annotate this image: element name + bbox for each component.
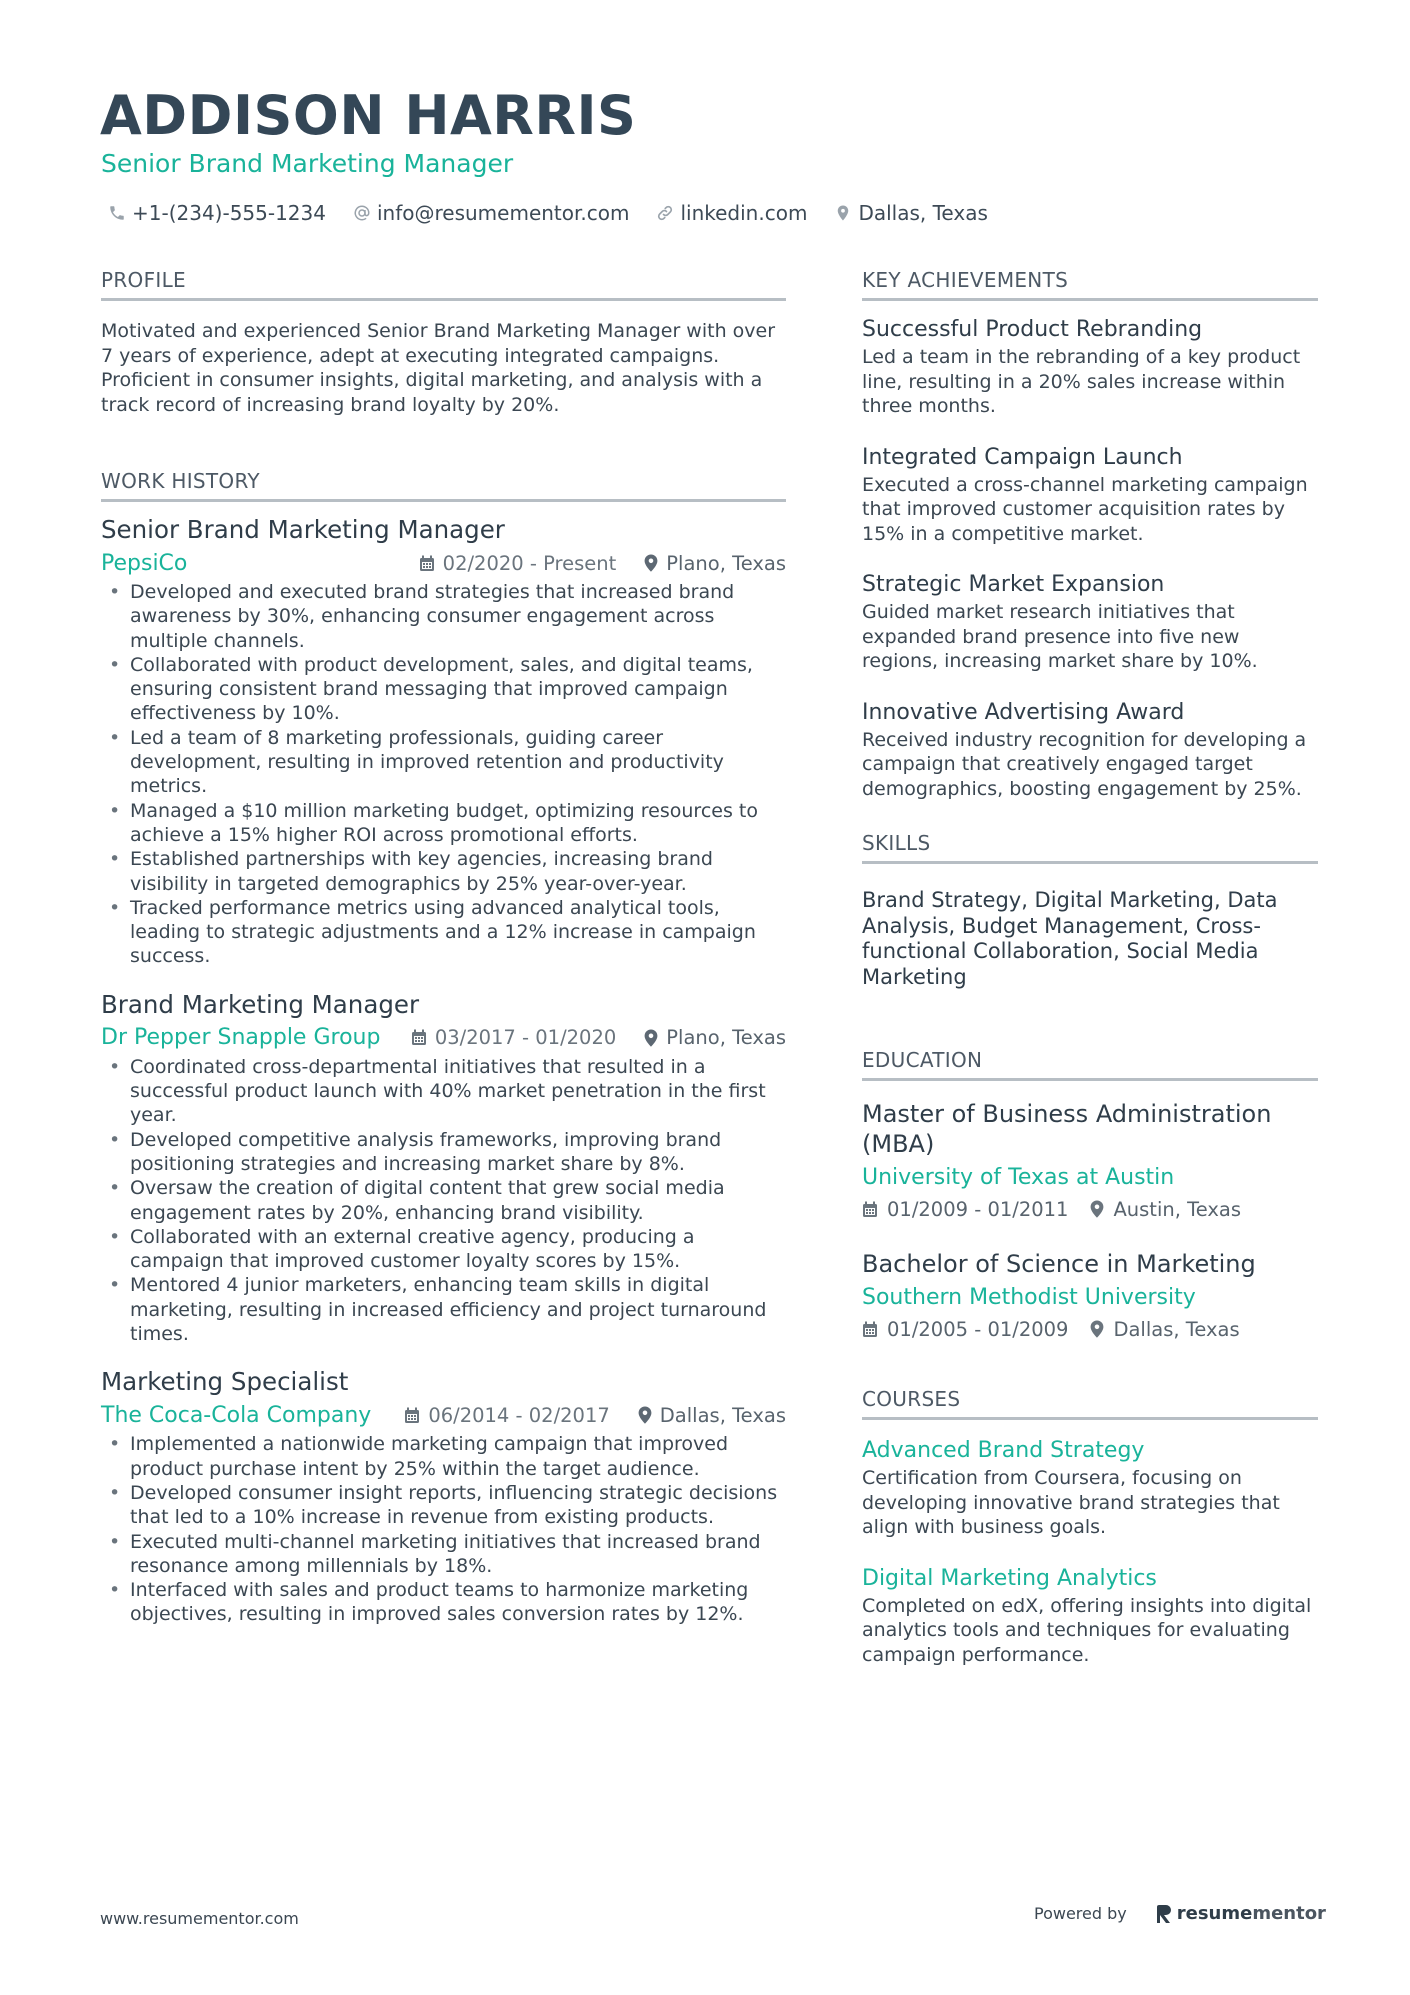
achievements-section [862, 268, 1318, 801]
company-name: The Coca-Cola Company [101, 1402, 372, 1428]
education-item [862, 1249, 1318, 1345]
achievement-title: Integrated Campaign Launch [862, 444, 1183, 470]
left-column [101, 268, 786, 1643]
job-title: Brand Marketing Manager [101, 989, 420, 1019]
list-item: • Developed competitive analysis frameworks, improving brand positioning strategies and increasing market share by 8%. [109, 1128, 722, 1175]
list-item: • Implemented a nationwide marketing campaign that improved product purchase intent by 25% within the target audience. [109, 1433, 729, 1480]
logo-mark-icon [1157, 1904, 1173, 1924]
skills-heading: SKILLS [862, 831, 1318, 864]
list-item: • Managed a $10 million marketing budget, optimizing resources to achieve a 15% higher ROI across promotional efforts. [109, 799, 758, 846]
education-dates: 01/2009 - 01/2011 [887, 1197, 1069, 1221]
location-pin-icon [638, 1406, 652, 1424]
profile-heading: PROFILE [101, 268, 786, 301]
calendar-icon [404, 1407, 420, 1424]
list-item: • Collaborated with an external creative agency, producing a campaign that improved customer loyalty scores by 15%. [109, 1225, 695, 1273]
achievements-heading: KEY ACHIEVEMENTS [862, 268, 1318, 301]
email-text[interactable]: info@resumementor.com [376, 201, 630, 225]
job-dates: 03/2017 - 01/2020 [434, 1026, 617, 1050]
calendar-icon [419, 555, 435, 572]
achievement-item [862, 315, 1318, 419]
achievement-text: Executed a cross-channel marketing campaign that improved customer acquisition rates by 15% in a competitive market. [862, 473, 1308, 545]
degree-title: Master of Business Administration (MBA) [862, 1100, 1272, 1158]
job-location: Plano, Texas [666, 551, 786, 575]
job-meta-row [101, 1021, 786, 1055]
job-bullets [101, 580, 786, 969]
profile-section [101, 268, 786, 417]
job-title: Senior Brand Marketing Manager [101, 515, 505, 544]
education-meta [862, 1193, 1318, 1225]
achievement-title: Successful Product Rebranding [862, 317, 1203, 342]
school-name: University of Texas at Austin [862, 1165, 1175, 1190]
school-name: Southern Methodist University [862, 1285, 1196, 1310]
job-location: Plano, Texas [666, 1026, 786, 1050]
location-pin-icon [834, 204, 852, 222]
candidate-name: ADDISON HARRIS [100, 84, 637, 147]
job-bullets [101, 1432, 786, 1626]
list-item: • Interfaced with sales and product teams to harmonize marketing objectives, resulting in improved sales conversion rates by 12%. [109, 1579, 749, 1626]
achievement-text: Received industry recognition for developing a campaign that creatively engaged target demographics, boosting engagement by 25%. [862, 728, 1307, 800]
link-icon [656, 204, 674, 222]
job-meta [419, 552, 786, 575]
contact-phone [108, 201, 326, 225]
location-text: Dallas, Texas [858, 201, 988, 225]
phone-icon [108, 204, 126, 222]
profile-text: Motivated and experienced Senior Brand Marketing Manager with over 7 years of experience, adept at executing integrated campaigns. Proficient in consumer insights, digital marketing, and analysis with a track record of increasing brand loyalty by 20%. [101, 320, 776, 416]
achievement-text: Led a team in the rebranding of a key product line, resulting in a 20% sales increase within three months. [862, 346, 1301, 417]
achievement-item [862, 698, 1318, 802]
skills-list: Brand Strategy, Digital Marketing, Data Analysis, Budget Management, Cross-functional Collaboration, Social Media Marketing [862, 888, 1278, 989]
contact-bar [108, 199, 1015, 227]
job-bullets [101, 1055, 786, 1347]
logo-text-part2: mentor [1252, 1903, 1326, 1924]
list-item: • Led a team of 8 marketing professionals, guiding career development, resulting in improved retention and productivity metrics. [109, 726, 724, 798]
achievement-item [862, 570, 1318, 674]
job-location: Dallas, Texas [659, 1403, 786, 1427]
education-heading: EDUCATION [862, 1048, 1318, 1081]
calendar-icon [862, 1201, 878, 1218]
job-title: Marketing Specialist [101, 1367, 349, 1397]
location-pin-icon [644, 554, 658, 572]
achievement-item [862, 443, 1318, 547]
job-meta-row [101, 546, 786, 580]
education-location: Dallas, Texas [1113, 1317, 1240, 1341]
company-name: Dr Pepper Snapple Group [101, 1025, 381, 1051]
course-text: Completed on edX, offering insights into digital analytics tools and techniques for evaluating campaign performance. [862, 1594, 1312, 1666]
company-name: PepsiCo [101, 550, 188, 576]
job-meta [404, 1404, 786, 1427]
contact-location [834, 201, 987, 225]
candidate-title: Senior Brand Marketing Manager [101, 149, 514, 178]
location-pin-icon [1090, 1320, 1104, 1338]
list-item: • Established partnerships with key agencies, increasing brand visibility in targeted demographics by 25% year-over-year. [109, 848, 713, 895]
job-entry [101, 989, 786, 1347]
job-meta [411, 1026, 786, 1049]
skills-section [862, 831, 1318, 990]
course-item [862, 1564, 1318, 1668]
list-item: • Executed multi-channel marketing initiatives that increased brand resonance among millennials by 18%. [109, 1530, 761, 1577]
work-history-section [101, 469, 786, 1627]
job-meta-row [101, 1398, 786, 1432]
job-dates: 06/2014 - 02/2017 [428, 1403, 610, 1427]
job-entry [101, 1366, 786, 1626]
education-location: Austin, Texas [1113, 1197, 1242, 1221]
job-dates: 02/2020 - Present [442, 551, 617, 575]
job-entry [101, 514, 786, 969]
education-dates: 01/2005 - 01/2009 [887, 1317, 1069, 1341]
contact-email [353, 201, 629, 225]
degree-title: Bachelor of Science in Marketing [862, 1250, 1256, 1278]
course-title: Advanced Brand Strategy [862, 1438, 1145, 1463]
education-meta [862, 1313, 1318, 1345]
location-pin-icon [644, 1029, 658, 1047]
work-history-heading: WORK HISTORY [101, 469, 786, 502]
right-column [862, 268, 1318, 1667]
courses-heading: COURSES [862, 1387, 1318, 1420]
education-section [862, 1048, 1318, 1345]
courses-section [862, 1387, 1318, 1667]
list-item: • Collaborated with product development, sales, and digital teams, ensuring consistent brand messaging that improved campaign effectiveness by 10%. [109, 653, 753, 725]
achievement-title: Innovative Advertising Award [862, 699, 1185, 725]
footer-website[interactable]: www.resumementor.com [100, 1909, 299, 1928]
resumementor-logo[interactable] [1157, 1903, 1326, 1924]
logo-text-part1: resume [1176, 1903, 1253, 1924]
list-item: • Oversaw the creation of digital content that grew social media engagement rates by 20%, enhancing brand visibility. [109, 1177, 725, 1224]
powered-by-label: Powered by [1034, 1904, 1127, 1923]
course-text: Certification from Coursera, focusing on developing innovative brand strategies that align with business goals. [862, 1467, 1280, 1538]
location-pin-icon [1090, 1200, 1104, 1218]
list-item: • Developed consumer insight reports, influencing strategic decisions that led to a 10% increase in revenue from existing products. [109, 1481, 778, 1529]
phone-text[interactable]: +1-(234)-555-1234 [132, 201, 326, 225]
footer-branding [1034, 1903, 1326, 1924]
education-item [862, 1099, 1318, 1225]
list-item: • Tracked performance metrics using advanced analytical tools, leading to strategic adjustments and a 12% increase in campaign success. [109, 896, 756, 968]
achievement-text: Guided market research initiatives that expanded brand presence into five new regions, increasing market share by 10%. [862, 601, 1258, 672]
achievement-title: Strategic Market Expansion [862, 572, 1165, 597]
list-item: • Mentored 4 junior marketers, enhancing team skills in digital marketing, resulting in increased efficiency and project turnaround times. [109, 1274, 767, 1346]
contact-linkedin [656, 201, 807, 225]
calendar-icon [862, 1321, 878, 1338]
at-icon [353, 204, 371, 222]
list-item: • Developed and executed brand strategies that increased brand awareness by 30%, enhancing consumer engagement across multiple channels. [109, 581, 735, 652]
linkedin-text[interactable]: linkedin.com [680, 201, 808, 225]
calendar-icon [411, 1029, 427, 1046]
course-title: Digital Marketing Analytics [862, 1565, 1157, 1591]
list-item: • Coordinated cross-departmental initiatives that resulted in a successful product launch with 40% market penetration in the first year. [109, 1055, 766, 1127]
course-item [862, 1436, 1318, 1540]
